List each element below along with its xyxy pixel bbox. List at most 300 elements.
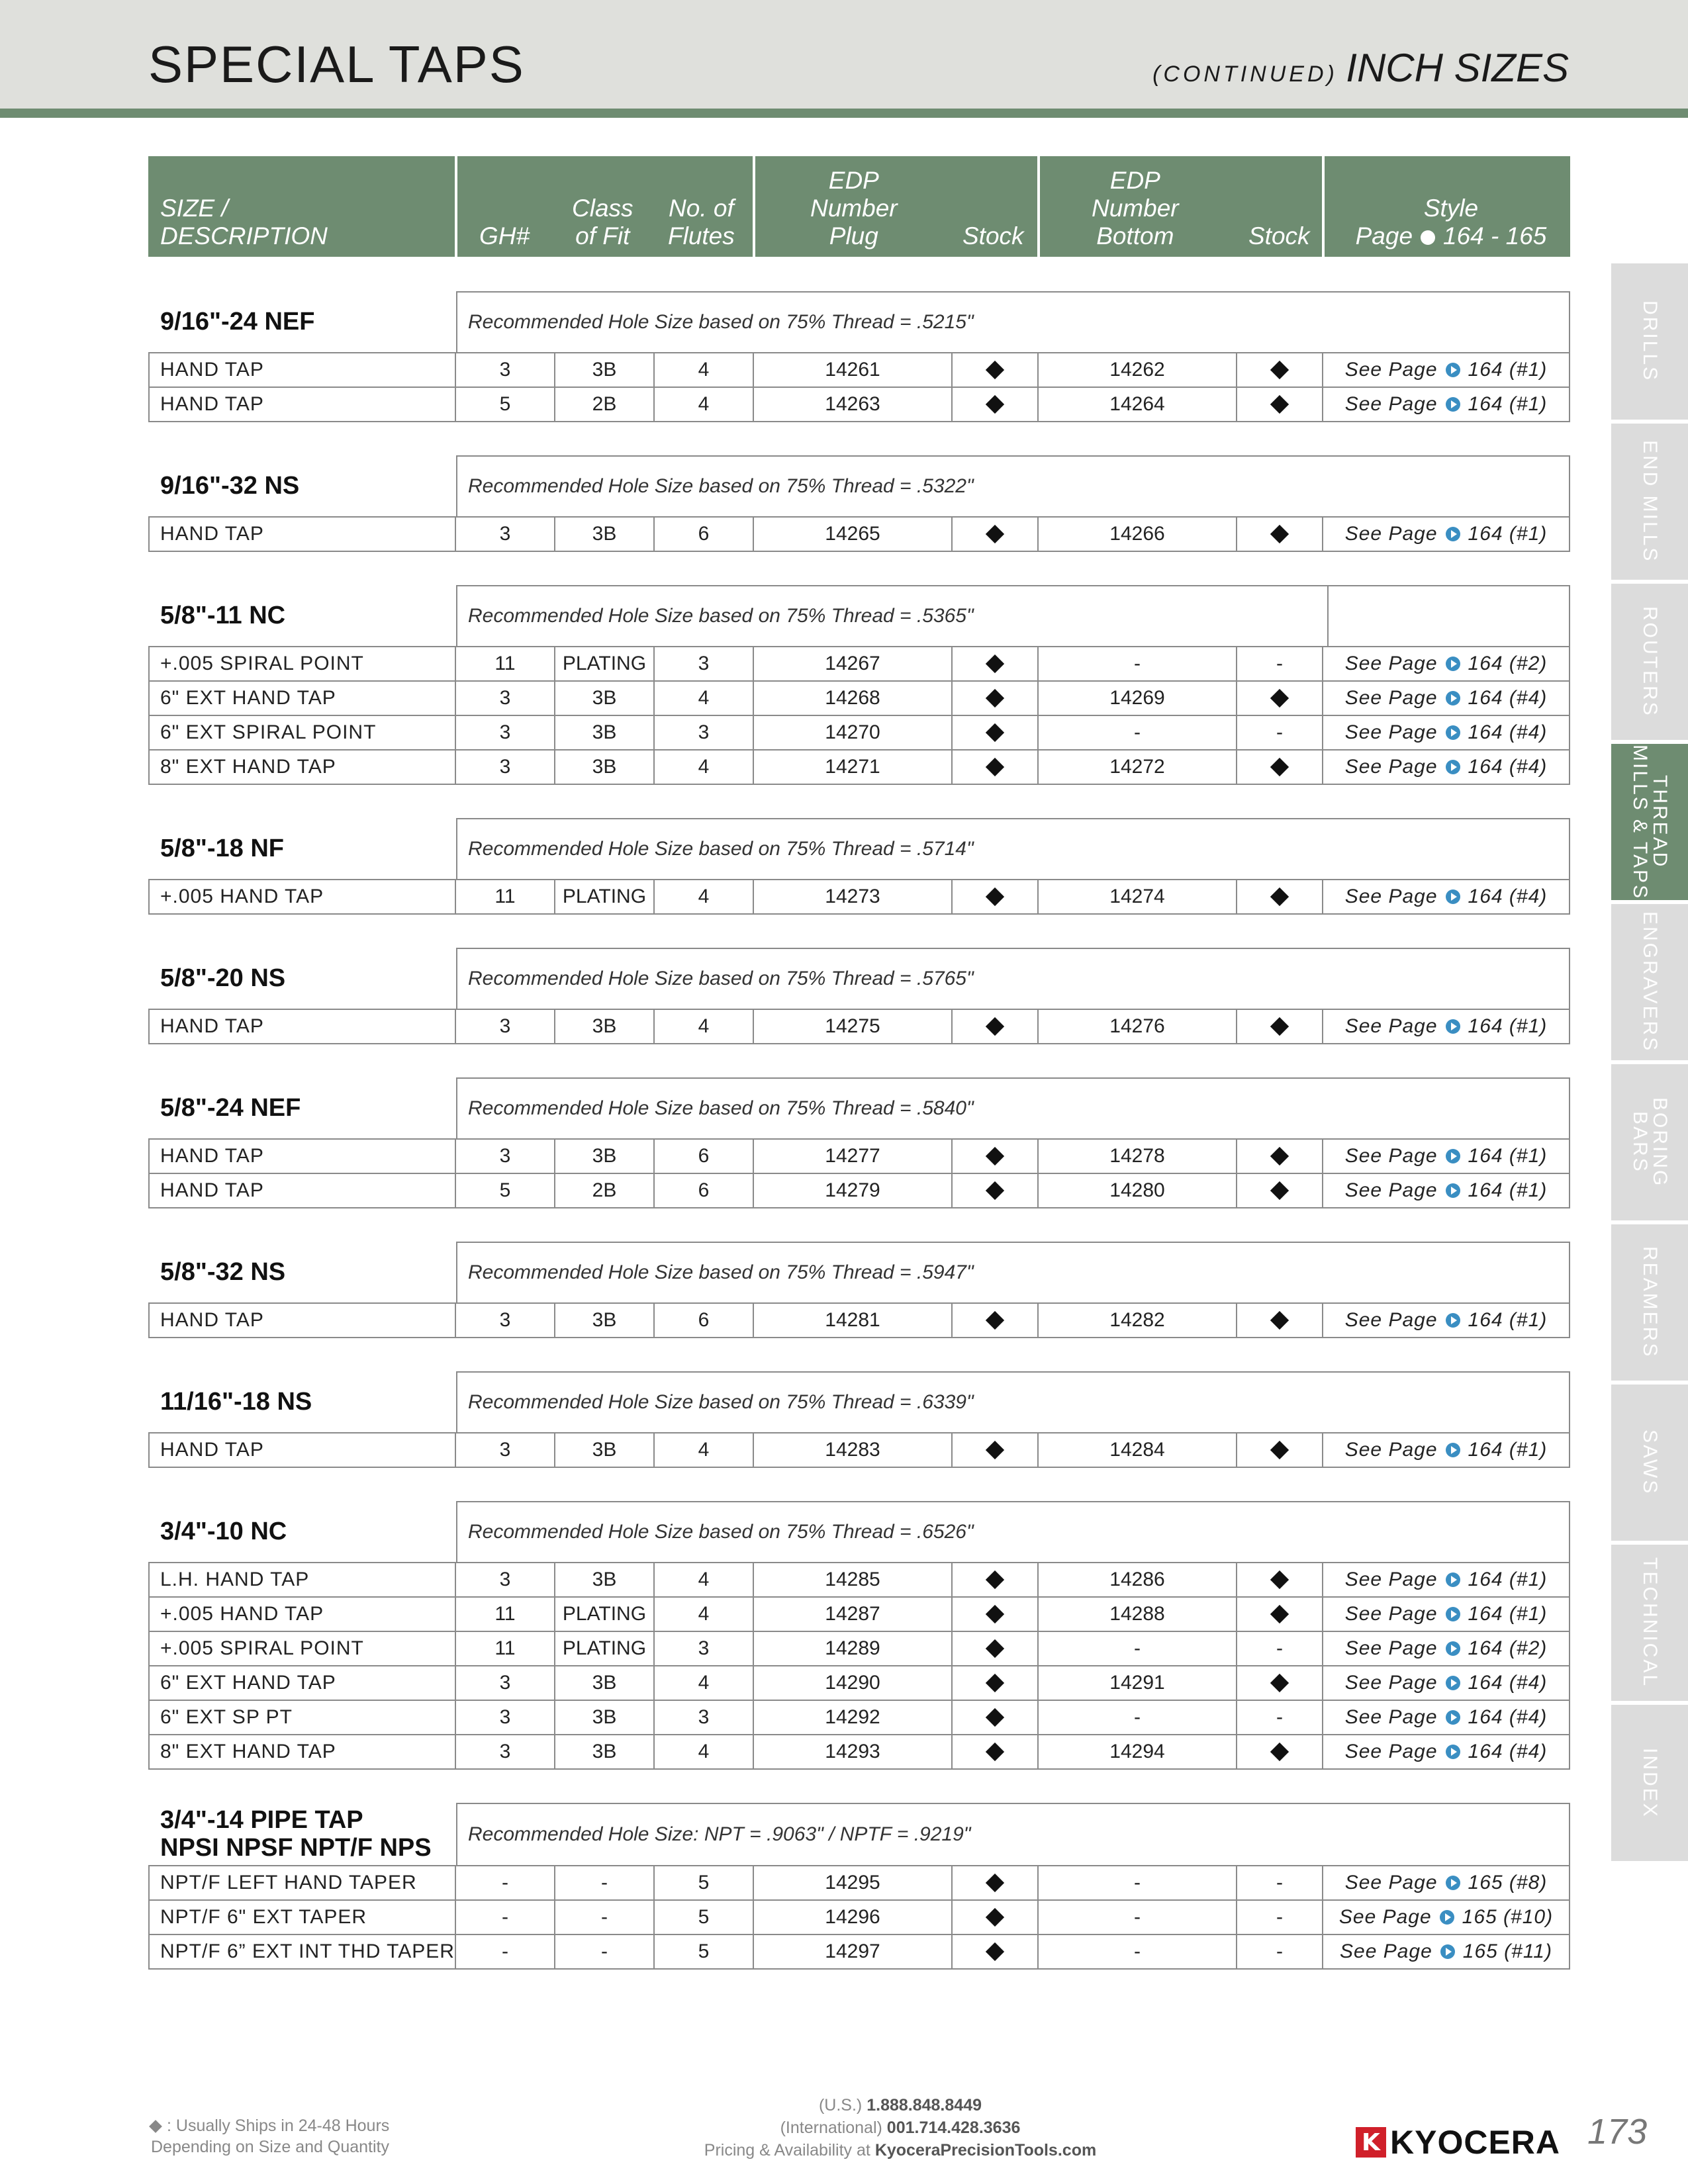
page-arrow-icon xyxy=(1446,1876,1460,1890)
col-style: Style Page 164 - 165 xyxy=(1355,195,1547,250)
cell-class-of-fit: PLATING xyxy=(555,1632,655,1665)
col-flutes: No. of Flutes xyxy=(668,195,735,250)
page-arrow-icon xyxy=(1446,1745,1460,1759)
cell-edp-plug: 14289 xyxy=(754,1632,953,1665)
see-page-label: See Page xyxy=(1344,1179,1438,1201)
page-arrow-icon xyxy=(1446,1183,1460,1198)
header-subtitle xyxy=(1152,45,1569,91)
cell-class-of-fit: 3B xyxy=(555,353,655,387)
cell-flutes: 4 xyxy=(655,682,754,715)
cell-stock-plug xyxy=(953,1701,1039,1734)
cell-stock-bottom: - xyxy=(1237,1866,1323,1899)
cell-flutes: 4 xyxy=(655,353,754,387)
cell-class-of-fit: - xyxy=(555,1901,655,1934)
cell-style-link[interactable] xyxy=(1323,647,1569,680)
cell-edp-bottom: 14274 xyxy=(1039,880,1237,913)
recommended-hole-size: Recommended Hole Size based on 75% Thread = .5765" xyxy=(456,948,1570,1009)
cell-description: 6" EXT SP PT xyxy=(150,1701,456,1734)
page-arrow-icon xyxy=(1440,1910,1454,1925)
side-tab-reamers[interactable] xyxy=(1611,1224,1688,1381)
side-tab-boring-bars[interactable] xyxy=(1611,1064,1688,1220)
cell-edp-plug: 14285 xyxy=(754,1563,953,1596)
page-arrow-icon xyxy=(1446,1019,1460,1034)
cell-style-link[interactable] xyxy=(1323,1433,1569,1467)
cell-gh: - xyxy=(456,1901,555,1934)
recommended-blank-cell xyxy=(1329,585,1570,646)
cell-gh: 3 xyxy=(456,1701,555,1734)
stock-diamond-icon xyxy=(986,1147,1004,1165)
cell-flutes: 4 xyxy=(655,1666,754,1700)
see-page-label: See Page xyxy=(1344,721,1438,743)
see-page-label: See Page xyxy=(1344,1309,1438,1331)
cell-stock-bottom xyxy=(1237,388,1323,421)
section-size-title xyxy=(148,1371,456,1432)
table-row xyxy=(148,1632,1570,1666)
cell-description: HAND TAP xyxy=(150,1140,456,1173)
page-ref: 164 (#4) xyxy=(1468,1706,1548,1728)
cell-gh: 11 xyxy=(456,1598,555,1631)
cell-edp-plug: 14283 xyxy=(754,1433,953,1467)
side-tab-engravers[interactable] xyxy=(1611,904,1688,1060)
cell-edp-plug: 14290 xyxy=(754,1666,953,1700)
cell-gh: 3 xyxy=(456,751,555,784)
stock-diamond-icon xyxy=(1270,1181,1289,1200)
stock-diamond-icon xyxy=(986,1639,1004,1658)
page-arrow-icon xyxy=(1446,1313,1460,1328)
cell-gh: 5 xyxy=(456,1174,555,1207)
cell-flutes: 5 xyxy=(655,1935,754,1968)
col-size: SIZE / DESCRIPTION xyxy=(160,195,328,250)
side-tab-label: BORING BARS xyxy=(1629,1097,1671,1188)
cell-class-of-fit: 3B xyxy=(555,716,655,749)
recommended-hole-size: Recommended Hole Size based on 75% Thread = .5840" xyxy=(456,1077,1570,1138)
stock-diamond-icon xyxy=(986,689,1004,707)
page-ref: 164 (#1) xyxy=(1468,1439,1548,1461)
page-arrow-icon xyxy=(1446,1676,1460,1690)
cell-stock-plug xyxy=(953,1304,1039,1337)
cell-class-of-fit: 3B xyxy=(555,1666,655,1700)
table-row xyxy=(148,1174,1570,1208)
stock-diamond-icon xyxy=(986,361,1004,379)
cell-stock-bottom xyxy=(1237,1563,1323,1596)
cell-stock-bottom: - xyxy=(1237,1935,1323,1968)
cell-edp-plug: 14295 xyxy=(754,1866,953,1899)
page-ref: 164 (#2) xyxy=(1468,653,1548,674)
page-ref: 164 (#1) xyxy=(1468,523,1548,545)
see-page-label: See Page xyxy=(1344,393,1438,415)
size-label: 3/4"-14 PIPE TAP xyxy=(160,1806,363,1834)
size-section xyxy=(148,948,1570,1044)
page-ref: 164 (#1) xyxy=(1468,1145,1548,1167)
product-table xyxy=(148,291,1570,2003)
cell-gh: 3 xyxy=(456,1433,555,1467)
cell-edp-bottom: 14280 xyxy=(1039,1174,1237,1207)
cell-style-link[interactable] xyxy=(1323,1701,1569,1734)
cell-stock-bottom xyxy=(1237,1735,1323,1768)
size-label: 5/8"-20 NS xyxy=(160,964,286,992)
stock-diamond-icon xyxy=(149,2120,162,2133)
cell-stock-plug xyxy=(953,1010,1039,1043)
see-page-label: See Page xyxy=(1344,1145,1438,1167)
cell-class-of-fit: 3B xyxy=(555,1304,655,1337)
side-tab-label: TECHNICAL xyxy=(1639,1557,1661,1688)
page-ref: 164 (#1) xyxy=(1468,1569,1548,1590)
section-tabs xyxy=(1611,263,1688,1865)
cell-stock-bottom xyxy=(1237,353,1323,387)
cell-style-link[interactable] xyxy=(1323,716,1569,749)
page-ref: 164 (#4) xyxy=(1468,1741,1548,1762)
cell-edp-bottom: 14262 xyxy=(1039,353,1237,387)
cell-stock-plug xyxy=(953,388,1039,421)
inch-sizes-label: INCH SIZES xyxy=(1346,46,1569,90)
cell-description: HAND TAP xyxy=(150,388,456,421)
cell-edp-plug: 14275 xyxy=(754,1010,953,1043)
cell-description: +.005 HAND TAP xyxy=(150,1598,456,1631)
stock-diamond-icon xyxy=(1270,1147,1289,1165)
cell-description: 6" EXT SPIRAL POINT xyxy=(150,716,456,749)
section-header xyxy=(148,1501,1570,1563)
see-page-label: See Page xyxy=(1344,1637,1438,1659)
cell-stock-plug xyxy=(953,1140,1039,1173)
stock-diamond-icon xyxy=(1270,689,1289,707)
recommended-hole-size: Recommended Hole Size based on 75% Thread = .5215" xyxy=(456,291,1570,352)
cell-stock-plug xyxy=(953,682,1039,715)
cell-flutes: 4 xyxy=(655,388,754,421)
cell-edp-plug: 14293 xyxy=(754,1735,953,1768)
size-section xyxy=(148,455,1570,552)
cell-class-of-fit: 3B xyxy=(555,1140,655,1173)
continued-label: (CONTINUED) xyxy=(1152,62,1338,87)
size-label: 5/8"-24 NEF xyxy=(160,1094,301,1122)
cell-class-of-fit: 3B xyxy=(555,682,655,715)
recommended-hole-size: Recommended Hole Size based on 75% Thread = .5714" xyxy=(456,818,1570,879)
kyocera-mark-icon: K xyxy=(1356,2127,1386,2158)
cell-stock-plug xyxy=(953,1866,1039,1899)
cell-description: NPT/F 6" EXT TAPER xyxy=(150,1901,456,1934)
page-arrow-icon xyxy=(1446,397,1460,412)
side-tab-routers[interactable] xyxy=(1611,584,1688,740)
page-arrow-icon xyxy=(1446,1572,1460,1587)
cell-style-link[interactable] xyxy=(1323,518,1569,551)
cell-flutes: 4 xyxy=(655,1433,754,1467)
cell-gh: 3 xyxy=(456,1735,555,1768)
cell-flutes: 4 xyxy=(655,1735,754,1768)
cell-style-link[interactable] xyxy=(1323,1735,1569,1768)
cell-edp-plug: 14273 xyxy=(754,880,953,913)
cell-stock-bottom xyxy=(1237,1433,1323,1467)
cell-stock-bottom xyxy=(1237,751,1323,784)
cell-edp-bottom: 14286 xyxy=(1039,1563,1237,1596)
page-arrow-icon xyxy=(1446,527,1460,541)
stock-diamond-icon xyxy=(986,1311,1004,1330)
cell-description: NPT/F 6” EXT INT THD TAPER xyxy=(150,1935,456,1968)
cell-edp-bottom: 14288 xyxy=(1039,1598,1237,1631)
stock-diamond-icon xyxy=(986,1674,1004,1692)
cell-class-of-fit: 3B xyxy=(555,518,655,551)
cell-flutes: 3 xyxy=(655,1701,754,1734)
page-ref: 164 (#4) xyxy=(1468,721,1548,743)
cell-style-link[interactable] xyxy=(1323,1666,1569,1700)
cell-flutes: 4 xyxy=(655,1010,754,1043)
cell-stock-bottom xyxy=(1237,1598,1323,1631)
cell-class-of-fit: 2B xyxy=(555,1174,655,1207)
col-edp-plug: EDP Number Plug xyxy=(810,167,898,250)
stock-diamond-icon xyxy=(1270,1605,1289,1623)
cell-flutes: 4 xyxy=(655,1563,754,1596)
size-label: 5/8"-18 NF xyxy=(160,835,284,862)
page-ref: 164 (#4) xyxy=(1468,1672,1548,1694)
page-arrow-icon xyxy=(1446,1710,1460,1725)
size-section xyxy=(148,1242,1570,1338)
stock-diamond-icon xyxy=(1270,1570,1289,1589)
cell-stock-bottom xyxy=(1237,1140,1323,1173)
cell-edp-bottom: 14291 xyxy=(1039,1666,1237,1700)
cell-gh: 3 xyxy=(456,1666,555,1700)
size-label: 3/4"-10 NC xyxy=(160,1518,287,1545)
side-tab-label: INDEX xyxy=(1639,1747,1661,1819)
table-row xyxy=(148,353,1570,388)
page-arrow-icon xyxy=(1446,1149,1460,1163)
cell-style-link[interactable] xyxy=(1323,1901,1569,1934)
page-arrow-icon xyxy=(1446,1607,1460,1621)
page-arrow-icon xyxy=(1446,889,1460,904)
table-row xyxy=(148,388,1570,422)
cell-flutes: 4 xyxy=(655,880,754,913)
cell-gh: 3 xyxy=(456,1563,555,1596)
page-ref: 164 (#4) xyxy=(1468,687,1548,709)
table-row xyxy=(148,1666,1570,1701)
size-section xyxy=(148,1077,1570,1208)
col-class: Class of Fit xyxy=(572,195,633,250)
cell-flutes: 6 xyxy=(655,518,754,551)
cell-description: HAND TAP xyxy=(150,1174,456,1207)
section-header xyxy=(148,1077,1570,1140)
cell-flutes: 3 xyxy=(655,647,754,680)
page-ref: 164 (#1) xyxy=(1468,1179,1548,1201)
cell-class-of-fit: 2B xyxy=(555,388,655,421)
table-row xyxy=(148,1901,1570,1935)
cell-edp-bottom: 14266 xyxy=(1039,518,1237,551)
cell-style-link[interactable] xyxy=(1323,353,1569,387)
cell-style-link[interactable] xyxy=(1323,682,1569,715)
cell-style-link[interactable] xyxy=(1323,1598,1569,1631)
cell-class-of-fit: PLATING xyxy=(555,647,655,680)
cell-stock-plug xyxy=(953,880,1039,913)
cell-flutes: 5 xyxy=(655,1901,754,1934)
section-size-title xyxy=(148,455,456,516)
stock-diamond-icon xyxy=(986,525,1004,543)
page-arrow-icon xyxy=(1446,725,1460,740)
cell-edp-plug: 14270 xyxy=(754,716,953,749)
size-label: 11/16"-18 NS xyxy=(160,1388,312,1416)
cell-description: 8" EXT HAND TAP xyxy=(150,1735,456,1768)
cell-class-of-fit: 3B xyxy=(555,751,655,784)
cell-stock-plug xyxy=(953,353,1039,387)
section-header xyxy=(148,1803,1570,1866)
cell-edp-bottom: - xyxy=(1039,1935,1237,1968)
cell-edp-bottom: 14276 xyxy=(1039,1010,1237,1043)
recommended-hole-size: Recommended Hole Size based on 75% Thread = .6526" xyxy=(456,1501,1570,1562)
cell-description: 8" EXT HAND TAP xyxy=(150,751,456,784)
cell-description: HAND TAP xyxy=(150,1304,456,1337)
cell-edp-plug: 14297 xyxy=(754,1935,953,1968)
cell-style-link[interactable] xyxy=(1323,1304,1569,1337)
cell-stock-bottom: - xyxy=(1237,1632,1323,1665)
cell-edp-plug: 14296 xyxy=(754,1901,953,1934)
cell-stock-bottom xyxy=(1237,1666,1323,1700)
cell-description: HAND TAP xyxy=(150,353,456,387)
stock-diamond-icon xyxy=(986,1570,1004,1589)
page-ref: 164 (#1) xyxy=(1468,1015,1548,1037)
side-tab-saws[interactable] xyxy=(1611,1385,1688,1541)
cell-stock-bottom xyxy=(1237,518,1323,551)
page-ref: 165 (#10) xyxy=(1462,1906,1554,1928)
cell-style-link[interactable] xyxy=(1323,1174,1569,1207)
cell-description: 6" EXT HAND TAP xyxy=(150,1666,456,1700)
side-tab-label: DRILLS xyxy=(1639,300,1661,383)
cell-edp-plug: 14271 xyxy=(754,751,953,784)
cell-edp-bottom: - xyxy=(1039,1701,1237,1734)
cell-gh: - xyxy=(456,1866,555,1899)
see-page-label: See Page xyxy=(1344,653,1438,674)
cell-edp-bottom: - xyxy=(1039,1866,1237,1899)
table-row xyxy=(148,518,1570,552)
cell-style-link[interactable] xyxy=(1323,880,1569,913)
cell-style-link[interactable] xyxy=(1323,1010,1569,1043)
side-tab-label: ROUTERS xyxy=(1639,606,1661,717)
cell-class-of-fit: - xyxy=(555,1935,655,1968)
cell-edp-plug: 14281 xyxy=(754,1304,953,1337)
cell-description: +.005 SPIRAL POINT xyxy=(150,1632,456,1665)
side-tab-technical[interactable] xyxy=(1611,1545,1688,1701)
cell-gh: 3 xyxy=(456,1140,555,1173)
see-page-label: See Page xyxy=(1344,359,1438,381)
page-arrow-icon xyxy=(1446,657,1460,671)
see-page-label: See Page xyxy=(1344,1603,1438,1625)
size-label: 5/8"-32 NS xyxy=(160,1258,286,1286)
see-page-label: See Page xyxy=(1344,756,1438,778)
cell-gh: 3 xyxy=(456,353,555,387)
side-tab-index[interactable] xyxy=(1611,1705,1688,1861)
page-arrow-icon xyxy=(1446,760,1460,774)
side-tab-label: REAMERS xyxy=(1639,1246,1661,1359)
cell-class-of-fit: 3B xyxy=(555,1701,655,1734)
page-arrow-icon xyxy=(1446,691,1460,705)
cell-style-link[interactable] xyxy=(1323,1935,1569,1968)
stock-diamond-icon xyxy=(1270,361,1289,379)
section-size-title xyxy=(148,1501,456,1562)
side-tab-thread-mills-taps[interactable] xyxy=(1611,744,1688,900)
table-row xyxy=(148,1735,1570,1770)
cell-stock-plug xyxy=(953,1901,1039,1934)
table-row xyxy=(148,1433,1570,1468)
cell-class-of-fit: PLATING xyxy=(555,1598,655,1631)
cell-gh: 11 xyxy=(456,647,555,680)
stock-diamond-icon xyxy=(1270,1311,1289,1330)
stock-diamond-icon xyxy=(1270,887,1289,906)
cell-stock-bottom xyxy=(1237,880,1323,913)
side-tab-end-mills[interactable] xyxy=(1611,424,1688,580)
cell-class-of-fit: PLATING xyxy=(555,880,655,913)
cell-style-link[interactable] xyxy=(1323,388,1569,421)
col-gh: GH# xyxy=(479,222,530,250)
cell-stock-plug xyxy=(953,518,1039,551)
cell-edp-bottom: 14264 xyxy=(1039,388,1237,421)
page-arrow-icon xyxy=(1446,1443,1460,1457)
cell-description: +.005 HAND TAP xyxy=(150,880,456,913)
contact-info: (U.S.) 1.888.848.8449 (International) 001.714.428.3636 Pricing & Availability at KyoceraPrecisionTools.com xyxy=(704,2096,1097,2160)
cell-class-of-fit: - xyxy=(555,1866,655,1899)
see-page-label: See Page xyxy=(1344,886,1438,907)
section-header xyxy=(148,455,1570,518)
cell-edp-bottom: 14272 xyxy=(1039,751,1237,784)
cell-style-link[interactable] xyxy=(1323,1866,1569,1899)
side-tab-label: END MILLS xyxy=(1639,440,1661,563)
side-tab-label: ENGRAVERS xyxy=(1639,911,1661,1053)
side-tab-drills[interactable] xyxy=(1611,263,1688,420)
see-page-label: See Page xyxy=(1344,1872,1438,1893)
cell-style-link[interactable] xyxy=(1323,1563,1569,1596)
page-ref: 165 (#8) xyxy=(1468,1872,1548,1893)
size-section xyxy=(148,291,1570,422)
size-section xyxy=(148,1803,1570,1970)
table-row xyxy=(148,716,1570,751)
recommended-hole-size: Recommended Hole Size based on 75% Thread = .5365" xyxy=(456,585,1329,646)
cell-stock-plug xyxy=(953,1735,1039,1768)
stock-diamond-icon xyxy=(986,1942,1004,1961)
see-page-label: See Page xyxy=(1344,1015,1438,1037)
section-header xyxy=(148,948,1570,1010)
page-ref: 164 (#1) xyxy=(1468,359,1548,381)
cell-class-of-fit: 3B xyxy=(555,1735,655,1768)
col-stock-bottom: Stock xyxy=(1248,222,1310,250)
cell-class-of-fit: 3B xyxy=(555,1010,655,1043)
website-link[interactable]: KyoceraPrecisionTools.com xyxy=(874,2141,1097,2160)
stock-diamond-icon xyxy=(986,758,1004,776)
column-header xyxy=(148,156,1570,257)
cell-edp-bottom: - xyxy=(1039,1901,1237,1934)
cell-edp-bottom: 14294 xyxy=(1039,1735,1237,1768)
cell-style-link[interactable] xyxy=(1323,1140,1569,1173)
cell-gh: 3 xyxy=(456,716,555,749)
cell-stock-bottom: - xyxy=(1237,647,1323,680)
cell-stock-plug xyxy=(953,1598,1039,1631)
stock-diamond-icon xyxy=(986,395,1004,414)
cell-edp-bottom: 14278 xyxy=(1039,1140,1237,1173)
kyocera-logo: K KYOCERA xyxy=(1356,2123,1560,2161)
size-label: 9/16"-24 NEF xyxy=(160,308,315,336)
stock-diamond-icon xyxy=(986,887,1004,906)
cell-style-link[interactable] xyxy=(1323,1632,1569,1665)
table-row xyxy=(148,1935,1570,1970)
page-ref: 164 (#1) xyxy=(1468,1309,1548,1331)
section-size-title xyxy=(148,1077,456,1138)
table-row xyxy=(148,1563,1570,1598)
stock-diamond-icon xyxy=(986,1605,1004,1623)
page-ref: 165 (#11) xyxy=(1462,1940,1552,1962)
page-ref: 164 (#1) xyxy=(1468,393,1548,415)
see-page-label: See Page xyxy=(1340,1940,1432,1962)
stock-diamond-icon xyxy=(1270,1743,1289,1761)
stock-diamond-icon xyxy=(986,1181,1004,1200)
cell-flutes: 4 xyxy=(655,751,754,784)
stock-diamond-icon xyxy=(986,1708,1004,1727)
stock-diamond-icon xyxy=(986,723,1004,742)
size-label: 9/16"-32 NS xyxy=(160,472,300,500)
cell-style-link[interactable] xyxy=(1323,751,1569,784)
table-row xyxy=(148,1701,1570,1735)
section-size-title xyxy=(148,585,456,646)
